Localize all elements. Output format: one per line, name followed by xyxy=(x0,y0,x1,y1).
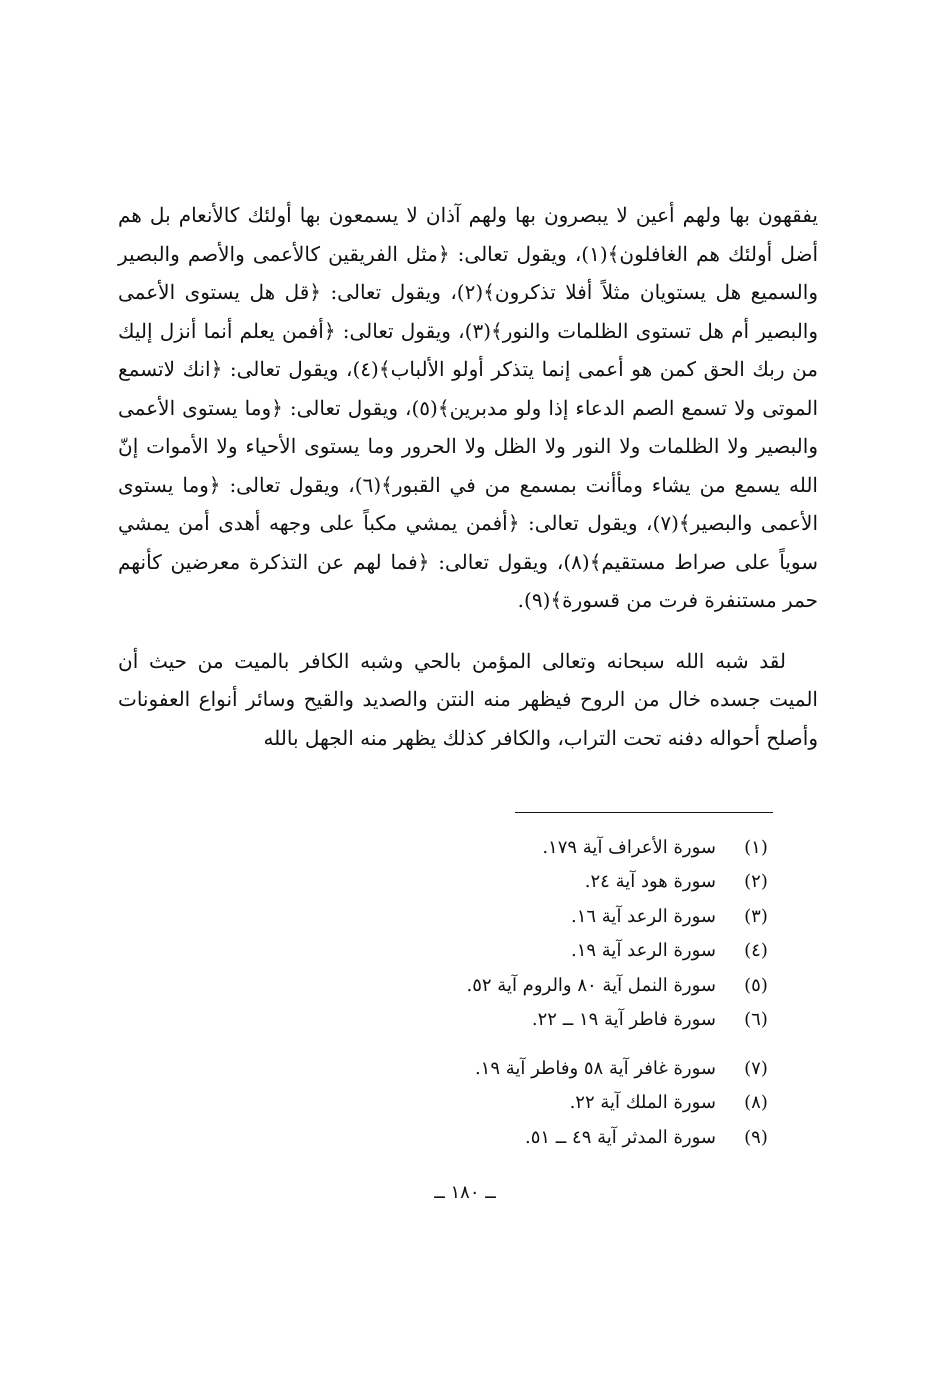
footnote-number: (٢) xyxy=(744,871,768,893)
paragraph-commentary: لقد شبه الله سبحانه وتعالى المؤمن بالحي وشبه الكافر بالميت من حيث أن الميت جسده خال من الروح فيظهر منه النتن والصديد والقيح وسائر أنواع العفونات وأصلح أحواله دفنه تحت التراب، والكافر كذلك يظهر منه الجهل بالله xyxy=(118,648,818,750)
footnote-item xyxy=(360,1003,780,1038)
footnote-item xyxy=(360,865,780,900)
footnote-item xyxy=(360,968,780,1003)
footnote-number: (٩) xyxy=(744,1126,768,1148)
footnote-text: سورة فاطر آية ١٩ ــ ٢٢. xyxy=(531,1009,716,1031)
footnotes-list xyxy=(360,830,780,1155)
footnote-text: سورة النمل آية ٨٠ والروم آية ٥٢. xyxy=(466,974,716,996)
footnote-item xyxy=(360,899,780,934)
body-text xyxy=(118,196,818,757)
footnote-number: (٣) xyxy=(744,905,768,927)
footnote-number: (٤) xyxy=(744,940,768,962)
footnote-item xyxy=(360,934,780,969)
footnote-text: سورة الملك آية ٢٢. xyxy=(569,1092,716,1114)
footnote-number: (٦) xyxy=(744,1009,768,1031)
footnote-text: سورة الرعد آية ١٦. xyxy=(570,905,716,927)
footnote-number: (١) xyxy=(744,836,768,858)
footnote-text: سورة الأعراف آية ١٧٩. xyxy=(542,836,716,858)
footnote-number: (٥) xyxy=(744,974,768,996)
footnote-item xyxy=(360,1086,780,1121)
footnote-item xyxy=(360,830,780,865)
footnote-item xyxy=(360,1051,780,1086)
footnote-number: (٧) xyxy=(744,1057,768,1079)
footnote-item xyxy=(360,1120,780,1155)
footnote-text: سورة الرعد آية ١٩. xyxy=(570,940,716,962)
footnote-number: (٨) xyxy=(744,1092,768,1114)
paragraph-quranic-verses: يفقهون بها ولهم أعين لا يبصرون بها ولهم آذان لا يسمعون بها أولئك كالأنعام بل هم أضل أولئك هم الغافلون﴾(١)، ويقول تعالى: ﴿مثل الفريقين كالأعمى والأصم والبصير والسميع هل يستويان مثلاً أفلا تذكرون﴾(٢)، ويقول تعالى: ﴿قل هل يستوى الأعمى والبصير أم هل تستوى الظلمات والنور﴾(٣)، ويقول تعالى: ﴿أفمن يعلم أنما أنزل إليك من ربك الحق كمن هو أعمى إنما يتذكر أولو الألباب﴾(٤)، ويقول تعالى: ﴿انك لاتسمع الموتى ولا تسمع الصم الدعاء إذا ولو مدبرين﴾(٥)، ويقول تعالى: ﴿وما يستوى الأعمى والبصير ولا الظلمات ولا النور ولا الظل ولا الحرور وما يستوى الأحياء ولا الأموات إنّ الله يسمع من يشاء ومأأنت بمسمع من في القبور﴾(٦)، ويقول تعالى: ﴿وما يستوى الأعمى والبصير﴾(٧)، ويقول تعالى: ﴿أفمن يمشي مكباً على وجهه أهدى أمن يمشي سوياً على صراط مستقيم﴾(٨)، ويقول تعالى: ﴿فما لهم عن التذكرة معرضين كأنهم حمر مستنفرة فرت من قسورة﴾(٩). xyxy=(118,203,819,612)
page-number: ــ ١٨٠ ــ xyxy=(434,1182,496,1203)
footnote-divider xyxy=(515,812,773,813)
footnote-text: سورة غافر آية ٥٨ وفاطر آية ١٩. xyxy=(474,1057,716,1079)
footnote-text: سورة المدثر آية ٤٩ ــ ٥١. xyxy=(524,1126,716,1148)
footnote-text: سورة هود آية ٢٤. xyxy=(584,871,716,893)
